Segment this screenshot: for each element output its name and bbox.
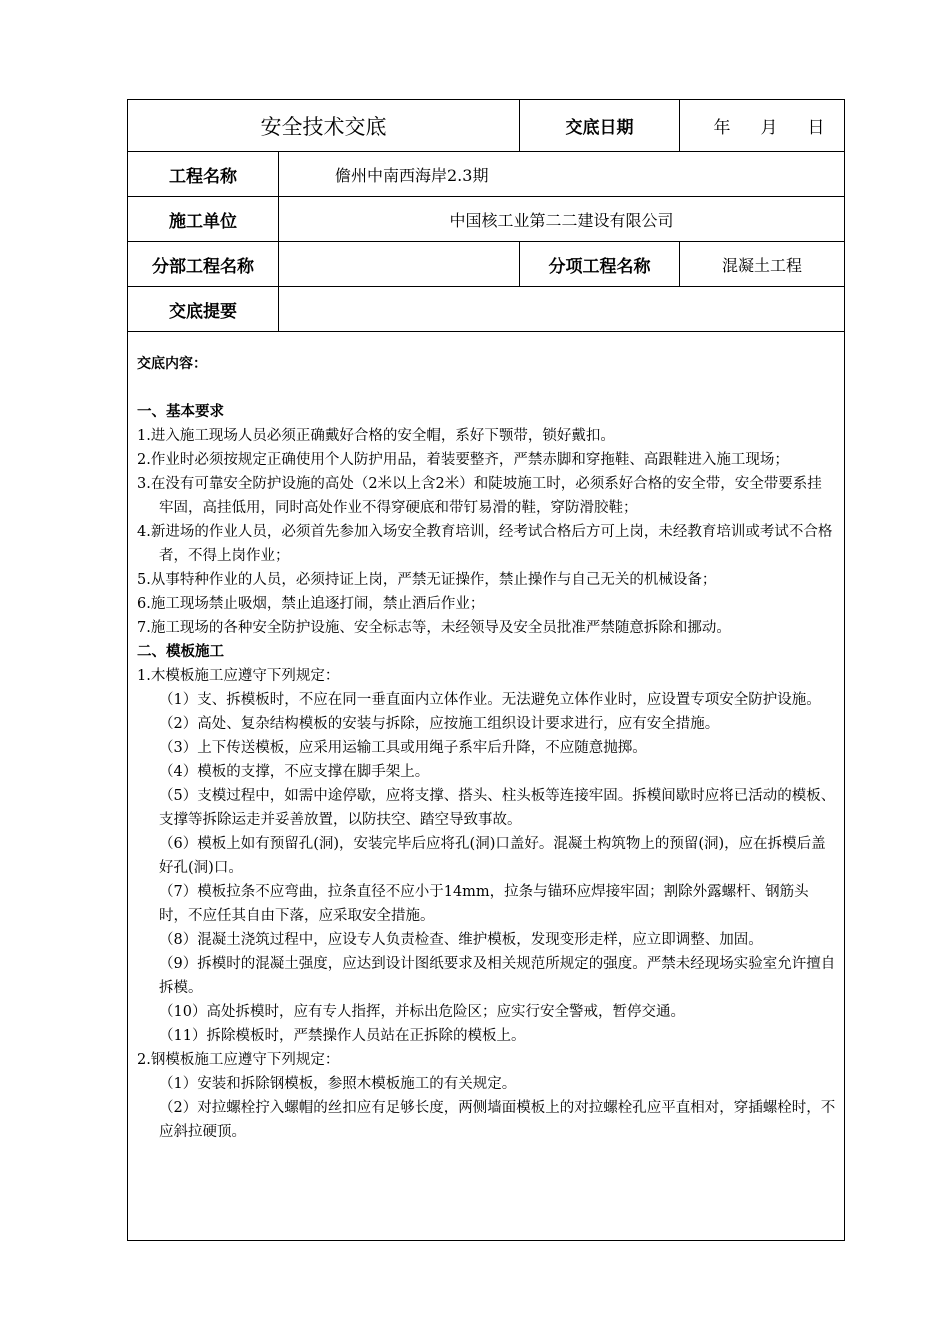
contractor-row: [128, 197, 844, 242]
list-item: （3）上下传送模板，应采用运输工具或用绳子系牢后升降，不应随意抛掷。: [159, 740, 647, 756]
list-item: 3.在没有可靠安全防护设施的高处（2米以上含2米）和陡坡施工时，必须系好合格的安全带，安全带要系挂牢固，高挂低用，同时高处作业不得穿硬底和带钉易滑的鞋，穿防滑胶鞋；: [137, 476, 822, 516]
safety-briefing-form: [127, 99, 845, 1241]
project-value: 儋州中南西海岸2.3期: [335, 165, 489, 185]
list-item: 1.进入施工现场人员必须正确戴好合格的安全帽，系好下颚带，锁好戴扣。: [137, 428, 615, 444]
list-item: （1）安装和拆除钢模板，参照木模板施工的有关规定。: [159, 1076, 517, 1092]
list-item: （7）模板拉条不应弯曲，拉条直径不应小于14mm，拉条与锚环应焊接牢固；割除外露螺杆、钢筋头时，不应任其自由下落，应采取安全措施。: [159, 884, 809, 924]
list-item: （11）拆除模板时，严禁操作人员站在正拆除的模板上。: [159, 1028, 526, 1044]
list-item: （9）拆模时的混凝土强度，应达到设计图纸要求及相关规范所规定的强度。严禁未经现场实验室允许擅自拆模。: [159, 956, 836, 996]
list-item: 7.施工现场的各种安全防护设施、安全标志等，未经领导及安全员批准严禁随意拆除和挪动。: [137, 620, 731, 636]
project-label: 工程名称: [128, 152, 279, 196]
contractor-value: 中国核工业第二二建设有限公司: [449, 210, 674, 230]
list-item: 4.新进场的作业人员，必须首先参加入场安全教育培训，经考试合格后方可上岗，未经教育培训或考试不合格者，不得上岗作业；: [137, 524, 833, 564]
list-item: （2）对拉螺栓拧入螺帽的丝扣应有足够长度，两侧墙面模板上的对拉螺栓孔应平直相对，穿插螺栓时，不应斜拉硬顶。: [159, 1100, 836, 1140]
summary-value: [279, 287, 844, 331]
contractor-label: 施工单位: [128, 197, 279, 241]
list-item: （1）支、拆模板时，不应在同一垂直面内立体作业。无法避免立体作业时，应设置专项安全防护设施。: [159, 692, 821, 708]
list-item: （6）模板上如有预留孔(洞)，安装完毕后应将孔(洞)口盖好。混凝土构筑物上的预留(洞)，应在拆模后盖好孔(洞)口。: [159, 836, 826, 876]
list-item: （2）高处、复杂结构模板的安装与拆除，应按施工组织设计要求进行，应有安全措施。: [159, 716, 720, 732]
content-label: 交底内容：: [137, 356, 207, 372]
summary-row: [128, 287, 844, 332]
subitem-value: 混凝土工程: [721, 255, 802, 275]
date-month: 月: [760, 118, 778, 138]
summary-label: 交底提要: [128, 287, 279, 331]
steel-formwork-title: 2.钢模板施工应遵守下列规定：: [137, 1052, 340, 1068]
form-title: 安全技术交底: [128, 100, 520, 151]
briefing-content: [128, 332, 844, 1144]
title-row: [128, 100, 844, 152]
wood-formwork-title: 1.木模板施工应遵守下列规定：: [137, 668, 340, 684]
list-item: （5）支模过程中，如需中途停歇，应将支撑、搭头、柱头板等连接牢固。拆模间歇时应将已活动的模板、支撑等拆除运走并妥善放置，以防扶空、踏空导致事故。: [159, 788, 836, 828]
date-day: 日: [807, 118, 825, 138]
subdivision-value: [279, 242, 520, 286]
date-label: 交底日期: [520, 100, 680, 151]
date-field[interactable]: [680, 100, 844, 151]
project-row: [128, 152, 844, 197]
list-item: 6.施工现场禁止吸烟，禁止追逐打闹，禁止酒后作业；: [137, 596, 485, 612]
subdivision-row: [128, 242, 844, 287]
list-item: 5.从事特种作业的人员，必须持证上岗，严禁无证操作，禁止操作与自己无关的机械设备；: [137, 572, 717, 588]
subitem-label: 分项工程名称: [520, 242, 680, 286]
date-year: 年: [713, 118, 731, 138]
list-item: （8）混凝土浇筑过程中，应设专人负责检查、维护模板，发现变形走样，应立即调整、加固。: [159, 932, 763, 948]
subdivision-label: 分部工程名称: [128, 242, 279, 286]
section-basic-title: 一、基本要求: [137, 404, 224, 420]
list-item: （4）模板的支撑，不应支撑在脚手架上。: [159, 764, 430, 780]
list-item: 2.作业时必须按规定正确使用个人防护用品，着装要整齐，严禁赤脚和穿拖鞋、高跟鞋进入施工现场；: [137, 452, 789, 468]
list-item: （10）高处拆模时，应有专人指挥，并标出危险区；应实行安全警戒，暂停交通。: [159, 1004, 685, 1020]
section-formwork-title: 二、模板施工: [137, 644, 224, 660]
